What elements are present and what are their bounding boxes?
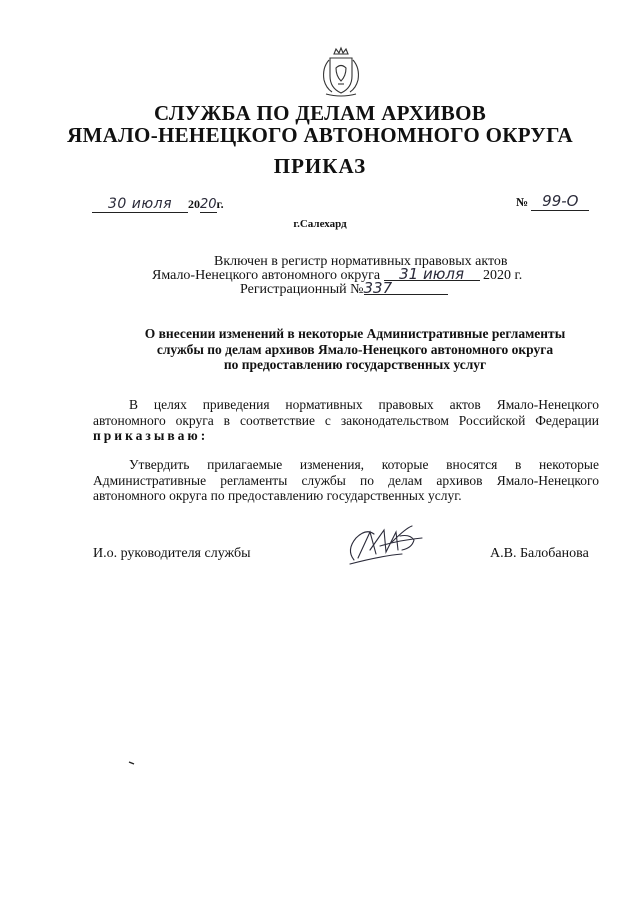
preamble-line1: В целях приведения нормативных правовых актов Ямало-Ненецкого (129, 397, 599, 412)
registry-year: 2020 г. (483, 268, 523, 283)
order-date (92, 196, 224, 214)
subject-line3: по предоставлению государственных услуг (223, 357, 487, 372)
decision-paragraph (93, 457, 599, 504)
signatory-position: И.о. руководителя службы (93, 546, 251, 561)
city: г.Салехард (293, 218, 347, 230)
organization-name-line2: ЯМАЛО-НЕНЕЦКОГО АВТОНОМНОГО ОКРУГА (67, 123, 573, 147)
document-type: ПРИКАЗ (273, 154, 367, 178)
registry-line3 (240, 279, 448, 298)
date-year-suffix: г. (216, 197, 224, 211)
scan-artifact (128, 753, 136, 759)
subject-line1: О внесении изменений в некоторые Административные регламенты (144, 326, 566, 341)
date-year-handwritten: 20 (200, 197, 217, 212)
coat-of-arms-icon (318, 46, 364, 98)
handwritten-signature-icon (340, 520, 432, 570)
preamble-paragraph (93, 397, 599, 444)
date-day-month: 30 июля (92, 196, 188, 213)
decision-line3: автономного округа по предоставлению государственных услуг. (93, 488, 462, 503)
number-value: 99-О (531, 192, 589, 211)
date-year-prefix: 20 (188, 197, 200, 211)
order-word: приказываю: (93, 428, 209, 443)
signatory-name: А.В. Балобанова (490, 546, 589, 561)
decision-line2: Административные регламенты службы по делам архивов Ямало-Ненецкого (93, 472, 599, 488)
number-label: № (516, 195, 529, 209)
order-word-line (93, 428, 599, 444)
organization-name-line1: СЛУЖБА ПО ДЕЛАМ АРХИВОВ (153, 101, 487, 125)
registry-number: 337 (364, 282, 448, 295)
subject-line2: службы по делам архивов Ямало-Ненецкого автономного округа (156, 342, 554, 357)
registry-region-text: Ямало-Ненецкого автономного округа (152, 268, 381, 283)
preamble-line2: автономного округа в соответствие с законодательством Российской Федерации (93, 412, 599, 428)
registry-number-label: Регистрационный № (240, 282, 364, 297)
decision-line1: Утвердить прилагаемые изменения, которые вносятся в некоторые (129, 457, 599, 472)
order-number (516, 192, 589, 211)
registry-date: 31 июля (384, 268, 480, 281)
registry-line1: Включен в регистр нормативных правовых актов (214, 254, 508, 269)
